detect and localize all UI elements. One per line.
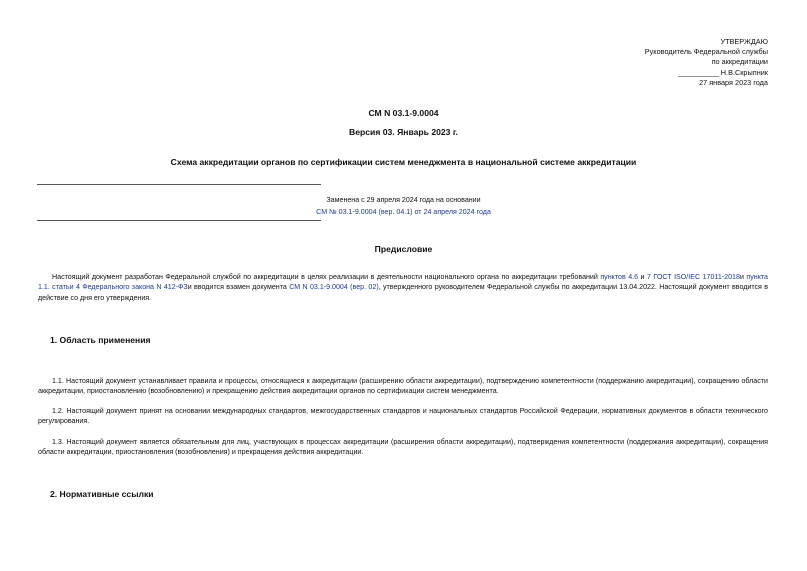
replacement-note: [0, 194, 807, 218]
link-cm-version-02[interactable]: СМ N 03.1-9.0004 (вер. 02): [289, 283, 379, 292]
link-gost-iso-17011[interactable]: 7 ГОСТ ISO/IEC 17011-2018: [647, 273, 740, 281]
approval-signature: __________ Н.В.Скрыпник: [678, 67, 768, 77]
preface-text-1: Настоящий документ разработан Федеральной службой по аккредитации в целях реализации в деятельности национального органа по аккредитации требований: [52, 273, 601, 281]
link-clauses-4-6[interactable]: пунктов 4.6: [600, 273, 639, 281]
document-number: СМ N 03.1-9.0004: [368, 108, 439, 118]
preface-text-2: и: [638, 273, 647, 281]
section-1-paragraph-2: [38, 406, 768, 427]
approval-position-cont: по аккредитации: [711, 57, 768, 67]
approval-position: Руководитель Федеральной службы: [644, 47, 768, 57]
document-title: Схема аккредитации органов по сертификации систем менеджмента в национальной системе аккредитации: [170, 157, 637, 167]
replacement-link[interactable]: СМ № 03.1-9.0004 (вер. 04.1) от 24 апреля 2024 года: [316, 208, 491, 216]
section-2-heading: 2. Нормативные ссылки: [50, 489, 154, 499]
section-1-paragraph-1: [38, 376, 768, 397]
link-federal-law-412[interactable]: пункта 1.1. статьи 4 Федерального закона N 412-ФЗ: [38, 273, 768, 292]
clause-1-3: 1.3. Настоящий документ является обязательным для лиц, участвующих в процессах аккредитации (расширения области аккредитации), подтверждения компетентности (поддержания аккредитации), сокращения области аккредитации, приостановления (возобновления) и прекращения действия аккредитации.: [38, 438, 768, 457]
divider-bottom: [37, 220, 321, 221]
section-1-heading: 1. Область применения: [50, 335, 151, 345]
document-version: Версия 03. Январь 2023 г.: [349, 127, 458, 137]
approval-title: УТВЕРЖДАЮ: [720, 37, 768, 46]
preface-text-5: , утвержденного руководителем Федеральной службы по аккредитации 13.04.2022. Настоящий документ вводится в действие со дня его утверждения.: [38, 283, 769, 302]
divider-top: [37, 184, 321, 185]
clause-1-1: 1.1. Настоящий документ устанавливает правила и процессы, относящиеся к аккредитации (расширению области аккредитации), подтверждению компетентности (поддержанию аккредитации), сокращению области аккредитации, приостановлению (возобновлению) и прекращению действия аккредитации органов по сертификации систем менеджмента.: [38, 377, 768, 396]
preface-paragraph: [38, 272, 768, 303]
preface-heading: Предисловие: [374, 244, 433, 254]
replacement-text: Заменена с 29 апреля 2024 года на основании: [326, 196, 481, 204]
preface-text-4: и вводится взамен документа: [187, 283, 290, 292]
preface-text-3: и: [739, 273, 747, 281]
section-1-paragraph-3: [38, 437, 768, 458]
approval-block: [645, 37, 768, 88]
approval-date: 27 января 2023 года: [699, 77, 768, 87]
clause-1-2: 1.2. Настоящий документ принят на основании международных стандартов, межгосударственных стандартов и национальных стандартов Российской Федерации, нормативных документов в области технического регулирования.: [38, 407, 768, 426]
